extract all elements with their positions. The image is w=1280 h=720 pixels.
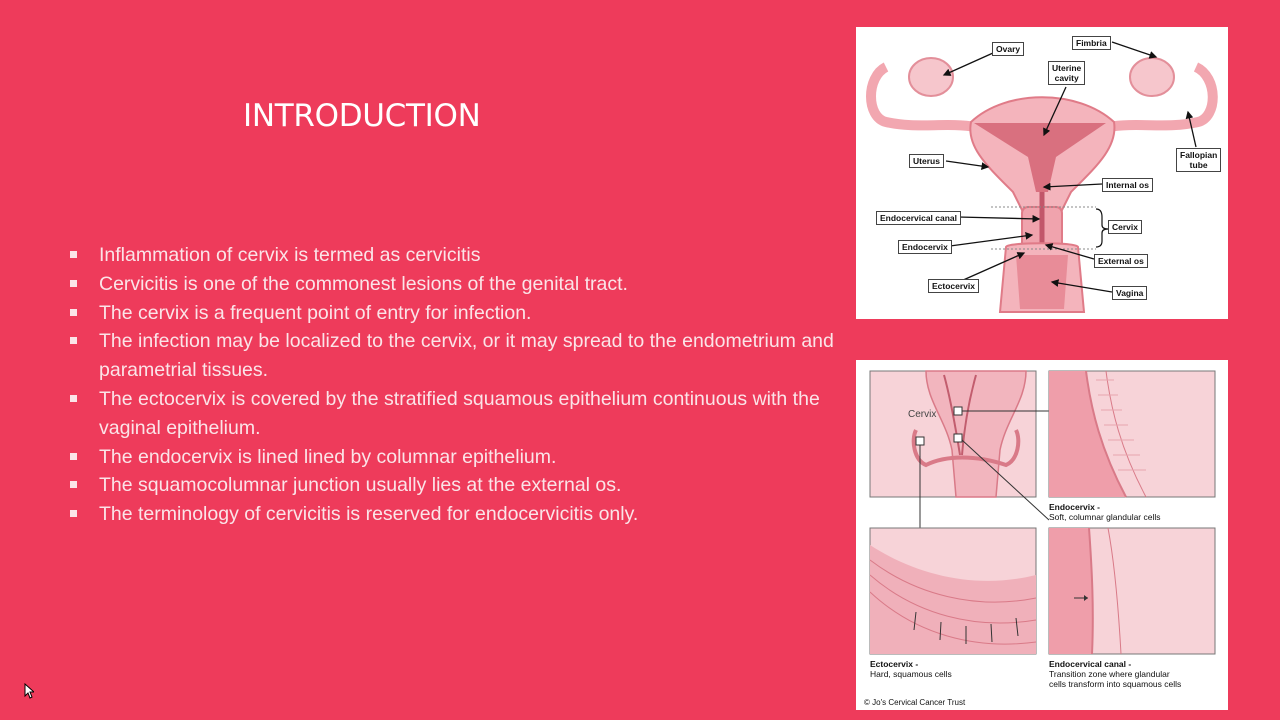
uterus-illustration	[856, 27, 1228, 319]
image-credit: © Jo's Cervical Cancer Trust	[864, 698, 966, 707]
square-bullet-icon	[70, 251, 77, 258]
label-external-os: External os	[1094, 254, 1148, 268]
bullet-item: Inflammation of cervix is termed as cervicitis	[70, 241, 840, 270]
anatomy-diagram	[856, 27, 1228, 319]
label-uterine-cavity: Uterine cavity	[1048, 61, 1085, 85]
label-fimbria: Fimbria	[1072, 36, 1111, 50]
bullet-item: The endocervix is lined lined by columnar epithelium.	[70, 443, 840, 472]
label-endocervix: Endocervix	[898, 240, 952, 254]
label-fallopian-tube: Fallopian tube	[1176, 148, 1221, 172]
square-bullet-icon	[70, 510, 77, 517]
bullet-item: The ectocervix is covered by the stratified squamous epithelium continuous with the vaginal epithelium.	[70, 385, 840, 443]
label-ectocervix: Ectocervix	[928, 279, 979, 293]
mouse-cursor-icon	[24, 683, 34, 699]
bullet-item: Cervicitis is one of the commonest lesions of the genital tract.	[70, 270, 840, 299]
bullet-item: The cervix is a frequent point of entry for infection.	[70, 299, 840, 328]
square-bullet-icon	[70, 481, 77, 488]
label-ovary: Ovary	[992, 42, 1024, 56]
ectocervix-caption: Ectocervix - Hard, squamous cells	[870, 659, 952, 679]
endocervix-caption: Endocervix - Soft, columnar glandular cells	[1049, 502, 1161, 522]
bullet-item: The terminology of cervicitis is reserved for endocervicitis only.	[70, 500, 840, 529]
square-bullet-icon	[70, 395, 77, 402]
cervix-cells-diagram	[856, 360, 1228, 710]
square-bullet-icon	[70, 280, 77, 287]
bullet-item: The squamocolumnar junction usually lies at the external os.	[70, 471, 840, 500]
label-internal-os: Internal os	[1102, 178, 1153, 192]
bullet-list	[70, 241, 840, 529]
label-cervix: Cervix	[1108, 220, 1142, 234]
slide-title: INTRODUCTION	[243, 98, 481, 134]
endocervical-canal-caption: Endocervical canal - Transition zone where glandular cells transform into squamous cells	[1049, 659, 1182, 689]
label-endocervical-canal: Endocervical canal	[876, 211, 961, 225]
cervix-label: Cervix	[908, 409, 937, 420]
bullet-item: The infection may be localized to the cervix, or it may spread to the endometrium and parametrial tissues.	[70, 327, 840, 385]
square-bullet-icon	[70, 453, 77, 460]
label-vagina: Vagina	[1112, 286, 1147, 300]
square-bullet-icon	[70, 309, 77, 316]
label-uterus: Uterus	[909, 154, 944, 168]
square-bullet-icon	[70, 337, 77, 344]
